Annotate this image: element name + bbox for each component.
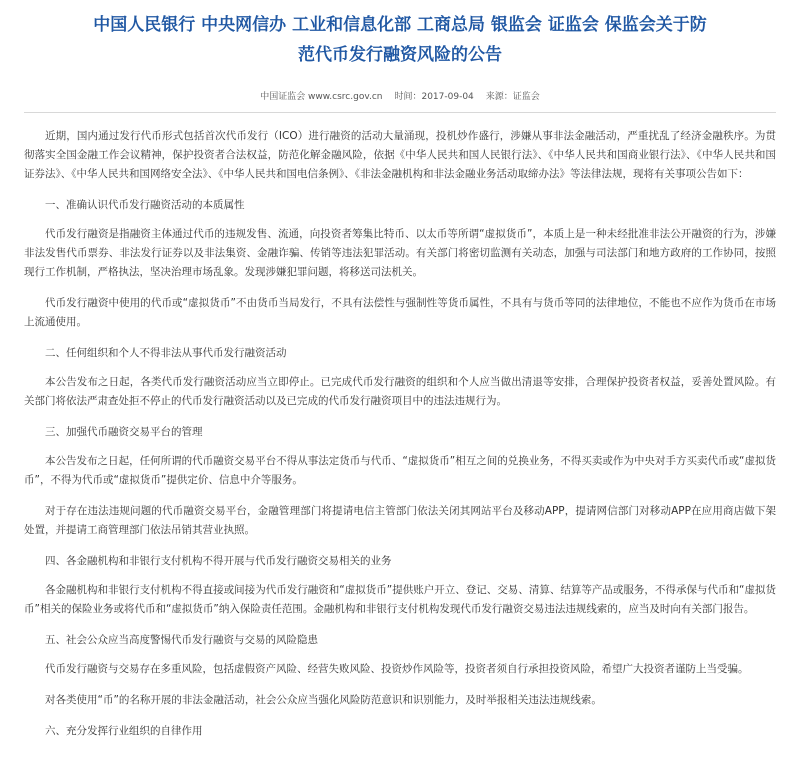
article-body [24, 127, 776, 741]
section-4-paragraph-1: 各金融机构和非银行支付机构不得直接或间接为代币发行融资和“虚拟货币”提供账户开立、登记、交易、清算、结算等产品或服务，不得承保与代币和“虚拟货币”相关的保险业务或将代币和“虚拟货币”纳入保险责任范围。金融机构和非银行支付机构发现代币发行融资交易违法违规线索的，应当及时向有关部门报告。 [24, 584, 776, 615]
section-1-paragraph-1: 代币发行融资是指融资主体通过代币的违规发售、流通，向投资者筹集比特币、以太币等所谓“虚拟货币”，本质上是一种未经批准非法公开融资的行为，涉嫌非法发售代币票券、非法发行证券以及非法集资、金融诈骗、传销等违法犯罪活动。有关部门将密切监测有关动态，加强与司法部门和地方政府的工作协同，按照现行工作机制，严格执法，坚决治理市场乱象。发现涉嫌犯罪问题，将移送司法机关。 [24, 228, 776, 278]
section-1-paragraph-2: 代币发行融资中使用的代币或“虚拟货币”不由货币当局发行，不具有法偿性与强制性等货币属性，不具有与货币等同的法律地位，不能也不应作为货币在市场上流通使用。 [24, 297, 776, 328]
article-meta [0, 90, 800, 104]
section-3-paragraph-1: 本公告发布之日起，任何所谓的代币融资交易平台不得从事法定货币与代币、“虚拟货币”相互之间的兑换业务，不得买卖或作为中央对手方买卖代币或“虚拟货币”，不得为代币或“虚拟货币”提供定价、信息中介等服务。 [24, 455, 776, 486]
section-heading-1: 一、准确认识代币发行融资活动的本质属性 [45, 199, 245, 211]
section-heading-6: 六、充分发挥行业组织的自律作用 [45, 725, 203, 737]
intro-paragraph: 近期，国内通过发行代币形式包括首次代币发行（ICO）进行融资的活动大量涌现，投机炒作盛行，涉嫌从事非法金融活动，严重扰乱了经济金融秩序。为贯彻落实全国金融工作会议精神，保护投资者合法权益，防范化解金融风险，依据《中华人民共和国人民银行法》、《中华人民共和国商业银行法》、《中华人民共和国证券法》、《中华人民共和国网络安全法》、《中华人民共和国电信条例》、《非法金融机构和非法金融业务活动取缔办法》等法律法规，现将有关事项公告如下： [24, 130, 776, 180]
section-heading-3: 三、加强代币融资交易平台的管理 [45, 426, 203, 438]
section-2-paragraph-1: 本公告发布之日起，各类代币发行融资活动应当立即停止。已完成代币发行融资的组织和个人应当做出清退等安排，合理保护投资者权益，妥善处置风险。有关部门将依法严肃查处拒不停止的代币发行融资活动以及已完成的代币发行融资项目中的违法违规行为。 [24, 376, 776, 407]
article-title [40, 10, 760, 70]
article-source: 中国证监会 www.csrc.gov.cn [260, 92, 383, 102]
article-origin: 来源：证监会 [485, 92, 540, 102]
section-heading-4: 四、各金融机构和非银行支付机构不得开展与代币发行融资交易相关的业务 [45, 555, 392, 567]
article-title-line-1: 中国人民银行 中央网信办 工业和信息化部 工商总局 银监会 证监会 保监会关于防 [93, 15, 707, 35]
section-heading-2: 二、任何组织和个人不得非法从事代币发行融资活动 [45, 347, 287, 359]
section-heading-5: 五、社会公众应当高度警惕代币发行融资与交易的风险隐患 [45, 634, 318, 646]
meta-divider [24, 112, 776, 113]
section-3-paragraph-2: 对于存在违法违规问题的代币融资交易平台，金融管理部门将提请电信主管部门依法关闭其网站平台及移动APP，提请网信部门对移动APP在应用商店做下架处置，并提请工商管理部门依法吊销其营业执照。 [24, 505, 776, 536]
section-5-paragraph-1: 代币发行融资与交易存在多重风险，包括虚假资产风险、经营失败风险、投资炒作风险等，投资者须自行承担投资风险，希望广大投资者谨防上当受骗。 [45, 663, 749, 675]
article-title-line-2: 范代币发行融资风险的公告 [298, 45, 502, 65]
section-5-paragraph-2: 对各类使用“币”的名称开展的非法金融活动，社会公众应当强化风险防范意识和识别能力，及时举报相关违法违规线索。 [45, 694, 602, 706]
article-time: 时间：2017-09-04 [394, 92, 474, 102]
